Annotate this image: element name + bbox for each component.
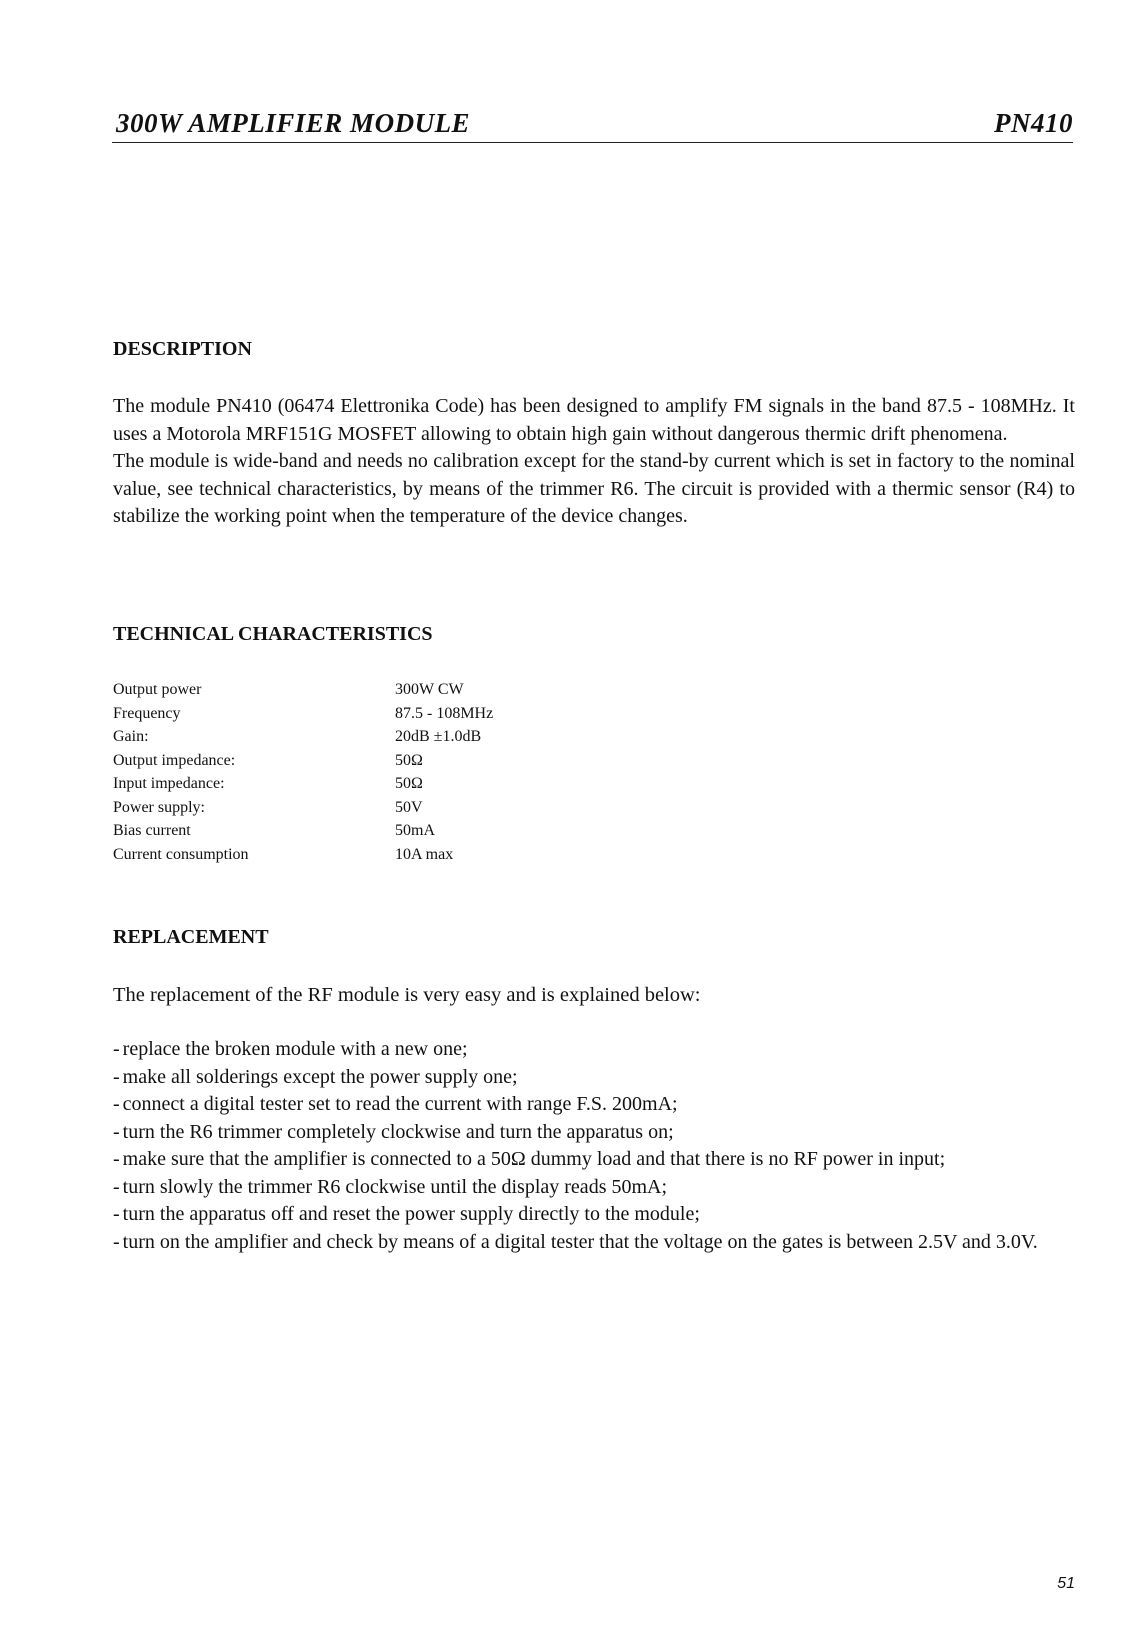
list-item xyxy=(113,1201,1088,1229)
description-body xyxy=(113,393,1075,531)
list-item xyxy=(113,1229,1088,1257)
specs-table xyxy=(113,678,493,866)
step-text: connect a digital tester set to read the current with range F.S. 200mA; xyxy=(122,1093,678,1115)
spec-row xyxy=(113,725,493,749)
spec-label: Output impedance: xyxy=(113,751,236,769)
description-paragraph-2: The module is wide-band and needs no calibration except for the stand-by current which is set in factory to the nominal value, see technical characteristics, by means of the trimmer R6. The circuit is provided with a thermic sensor (R4) to stabilize the working point when the temperature of the device changes. xyxy=(113,450,1075,527)
spec-label: Bias current xyxy=(113,822,191,839)
spec-value: 20dB ±1.0dB xyxy=(395,728,482,745)
spec-row xyxy=(113,749,493,773)
spec-label: Power supply: xyxy=(113,798,205,816)
step-text: turn slowly the trimmer R6 clockwise until the display reads 50mA; xyxy=(122,1175,668,1198)
page-header xyxy=(112,108,1073,143)
spec-value: 87.5 - 108MHz xyxy=(395,704,494,722)
list-dash: - xyxy=(113,1093,120,1115)
list-dash: - xyxy=(113,1120,120,1143)
spec-label: Frequency xyxy=(113,704,181,722)
spec-row xyxy=(113,678,493,702)
step-text: make sure that the amplifier is connected to a 50Ω dummy load and that there is no RF power in input; xyxy=(122,1148,946,1170)
replacement-intro: The replacement of the RF module is very easy and is explained below: xyxy=(113,984,701,1006)
list-item xyxy=(113,1036,1088,1064)
spec-row xyxy=(113,843,493,867)
spec-row xyxy=(113,796,493,820)
list-dash: - xyxy=(113,1065,120,1088)
description-heading: DESCRIPTION xyxy=(113,338,252,360)
step-text: replace the broken module with a new one; xyxy=(122,1038,468,1060)
description-paragraph-1: The module PN410 (06474 Elettronika Code) has been designed to amplify FM signals in the band 87.5 - 108MHz. It uses a Motorola MRF151G MOSFET allowing to obtain high gain without dangerous thermic drift phenomena. xyxy=(113,395,1075,445)
list-dash: - xyxy=(113,1175,120,1198)
page-number: 51 xyxy=(1057,1575,1075,1592)
replacement-heading: REPLACEMENT xyxy=(113,926,269,948)
step-text: turn the R6 trimmer completely clockwise and turn the apparatus on; xyxy=(122,1120,674,1143)
list-dash: - xyxy=(113,1203,120,1225)
list-dash: - xyxy=(113,1230,120,1253)
spec-row xyxy=(113,819,493,843)
list-item xyxy=(113,1119,1088,1147)
replacement-steps xyxy=(113,1036,1088,1256)
document-title: 300W AMPLIFIER MODULE xyxy=(116,108,471,138)
spec-label: Input impedance: xyxy=(113,775,225,792)
step-text: turn on the amplifier and check by means of a digital tester that the voltage on the gates is between 2.5V and 3.0V. xyxy=(122,1230,1038,1253)
list-item xyxy=(113,1064,1088,1092)
spec-row xyxy=(113,772,493,796)
spec-value: 10A max xyxy=(395,845,454,863)
spec-row xyxy=(113,702,493,726)
list-item xyxy=(113,1091,1088,1119)
product-code: PN410 xyxy=(994,108,1073,138)
spec-value: 300W CW xyxy=(395,681,464,698)
spec-value: 50Ω xyxy=(395,775,423,792)
spec-value: 50Ω xyxy=(395,751,423,769)
list-dash: - xyxy=(113,1038,120,1060)
spec-label: Current consumption xyxy=(113,845,249,863)
list-item xyxy=(113,1146,1088,1174)
list-dash: - xyxy=(113,1148,120,1170)
spec-value: 50mA xyxy=(395,822,435,839)
step-text: turn the apparatus off and reset the power supply directly to the module; xyxy=(122,1203,700,1225)
spec-label: Output power xyxy=(113,681,202,698)
step-text: make all solderings except the power supply one; xyxy=(122,1065,518,1088)
technical-heading: TECHNICAL CHARACTERISTICS xyxy=(113,623,433,645)
spec-value: 50V xyxy=(395,798,423,816)
list-item xyxy=(113,1174,1088,1202)
spec-label: Gain: xyxy=(113,728,149,745)
